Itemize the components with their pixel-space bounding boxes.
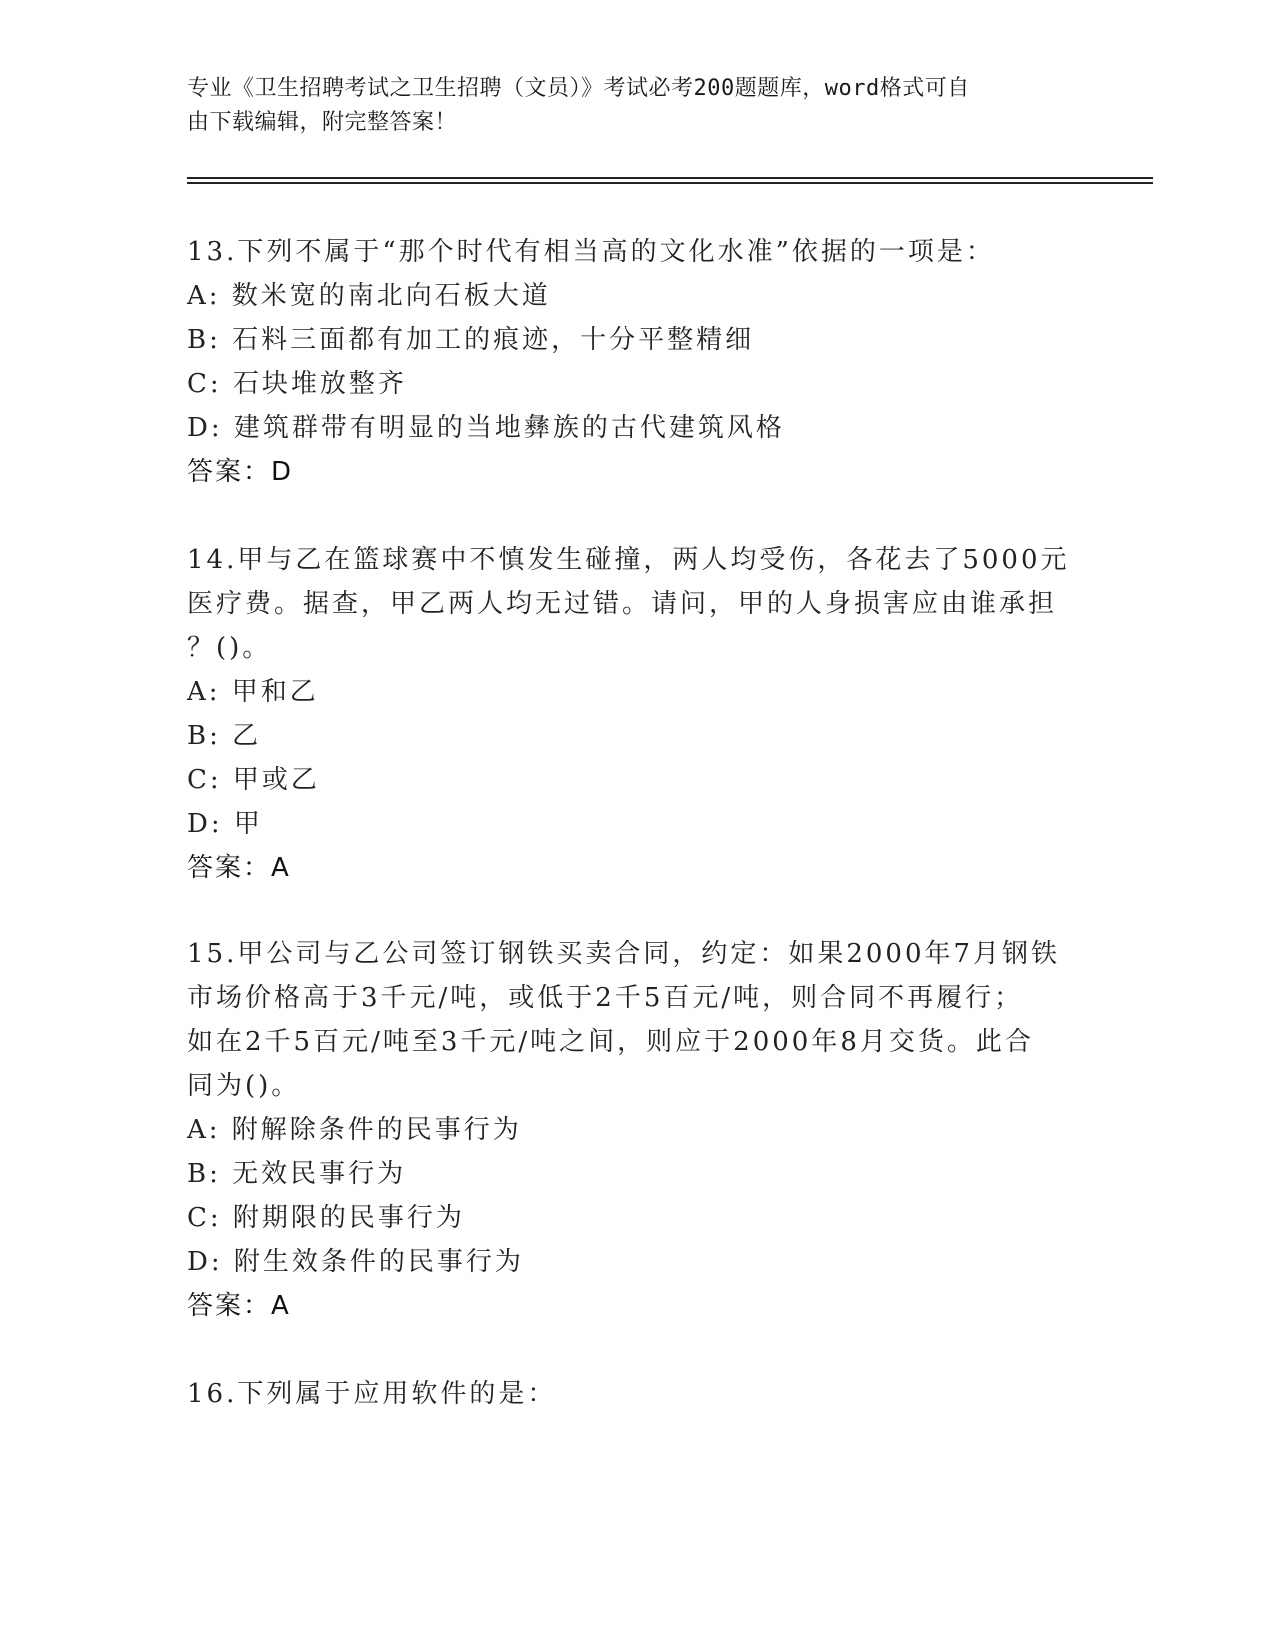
question-stem-line-2: 医疗费。据查，甲乙两人均无过错。请问，甲的人身损害应由谁承担 (187, 589, 1058, 619)
option-d: D: 建筑群带有明显的当地彝族的古代建筑风格 (187, 413, 785, 443)
header-line-1: 专业《卫生招聘考试之卫生招聘（文员）》考试必考200题题库，word格式可自 (187, 76, 970, 101)
question-stem-line-4: 同为()。 (187, 1071, 301, 1101)
option-b: B: 乙 (187, 721, 262, 751)
question-stem-line-3: 如在2千5百元/吨至3千元/吨之间，则应于2000年8月交货。此合 (187, 1027, 1034, 1057)
question-stem-line-3: ？()。 (187, 633, 272, 663)
answer-label: 答案：D (187, 457, 294, 487)
option-d: D: 附生效条件的民事行为 (187, 1247, 524, 1277)
question-stem: 13.下列不属于“那个时代有相当高的文化水准”依据的一项是： (187, 237, 995, 267)
option-b: B: 无效民事行为 (187, 1159, 407, 1189)
option-c: C: 附期限的民事行为 (187, 1203, 465, 1233)
option-a: A: 数米宽的南北向石板大道 (187, 281, 551, 311)
header-line-2: 由下载编辑，附完整答案！ (187, 110, 458, 135)
question-stem-line-1: 14.甲与乙在篮球赛中不慎发生碰撞，两人均受伤，各花去了5000元 (187, 545, 1070, 575)
header-divider-bottom (187, 182, 1153, 184)
question-stem: 16.下列属于应用软件的是： (187, 1379, 557, 1409)
answer-label: 答案：A (187, 1291, 291, 1321)
option-b: B: 石料三面都有加工的痕迹，十分平整精细 (187, 325, 755, 355)
question-stem-line-2: 市场价格高于3千元/吨，或低于2千5百元/吨，则合同不再履行； (187, 983, 1024, 1013)
option-c: C: 甲或乙 (187, 765, 320, 795)
option-d: D: 甲 (187, 809, 263, 839)
answer-label: 答案：A (187, 853, 291, 883)
header-divider-top (187, 177, 1153, 179)
question-stem-line-1: 15.甲公司与乙公司签订钢铁买卖合同，约定：如果2000年7月钢铁 (187, 939, 1061, 969)
option-c: C: 石块堆放整齐 (187, 369, 407, 399)
document-header (187, 72, 1067, 140)
option-a: A: 甲和乙 (187, 677, 319, 707)
option-a: A: 附解除条件的民事行为 (187, 1115, 522, 1145)
